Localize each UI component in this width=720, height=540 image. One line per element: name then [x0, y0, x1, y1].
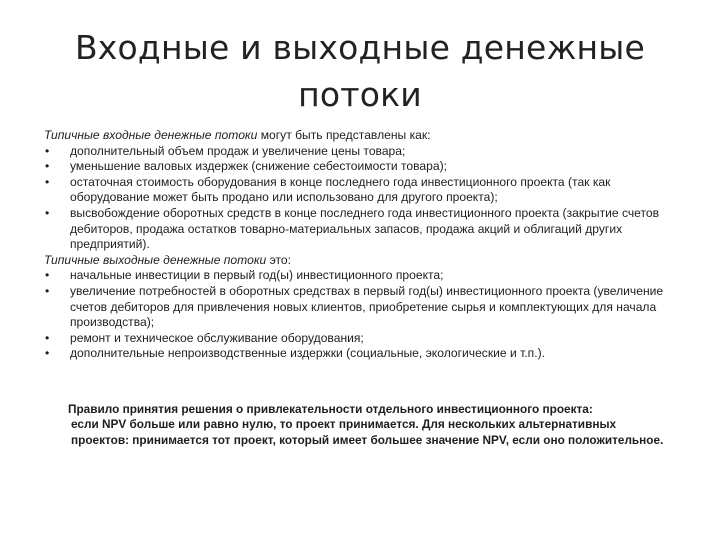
- slide-title: [40, 24, 680, 118]
- decision-rule-text: если NPV больше или равно нулю, то проект принимается. Для нескольких альтернативных проектов: принимается тот проект, который имеет большее значение NPV, если оно положительное.: [71, 417, 664, 447]
- bullet-icon: •: [45, 283, 50, 298]
- list-item: [44, 144, 684, 160]
- list-item-text: ремонт и техническое обслуживание оборудования;: [70, 330, 364, 345]
- outflows-heading-italic: Типичные выходные денежные потоки: [44, 252, 267, 267]
- list-item-text: высвобождение оборотных средств в конце последнего года инвестиционного проекта (закрытие счетов дебиторов, продажа остатков товарно-материальных запасов, продажа акций и облигаций других предприятий).: [70, 205, 660, 252]
- inflows-list: [44, 144, 684, 253]
- list-item-text: остаточная стоимость оборудования в конце последнего года инвестиционного проекта (так как оборудование может быть продано или использовано для другого проекта);: [70, 174, 611, 205]
- outflows-list: [44, 268, 684, 362]
- list-item: [44, 346, 684, 362]
- bullet-icon: •: [45, 268, 50, 283]
- list-item: [44, 331, 684, 347]
- bullet-icon: •: [45, 159, 50, 174]
- decision-rule: [68, 402, 668, 448]
- list-item: [44, 268, 684, 284]
- bullet-icon: •: [45, 205, 50, 220]
- bullet-icon: •: [45, 330, 50, 345]
- list-item-text: дополнительные непроизводственные издержки (социальные, экологические и т.п.).: [70, 346, 545, 361]
- list-item-text: уменьшение валовых издержек (снижение себестоимости товара);: [70, 159, 448, 174]
- slide-title-line-2: потоки: [298, 75, 422, 114]
- inflows-heading-rest: могут быть представлены как:: [257, 128, 431, 142]
- decision-rule-line-1: Правило принятия решения о привлекательности отдельного инвестиционного проекта:: [68, 402, 593, 416]
- bullet-icon: •: [45, 174, 50, 189]
- list-item: [44, 284, 684, 331]
- bullet-icon: •: [45, 143, 50, 158]
- list-item-text: дополнительный объем продаж и увеличение цены товара;: [70, 143, 406, 158]
- outflows-heading-rest: это:: [266, 252, 292, 267]
- slide-body: [44, 128, 684, 362]
- list-item: [44, 206, 684, 253]
- list-item-text: увеличение потребностей в оборотных средствах в первый год(ы) инвестиционного проекта (увеличение счетов дебиторов для привлечения новых клиентов, приобретение сырья и комплектующих для начала производства);: [70, 283, 664, 330]
- slide-title-line-1: Входные и выходные денежные: [74, 28, 646, 67]
- outflows-heading: [44, 253, 684, 269]
- bullet-icon: •: [45, 346, 50, 361]
- inflows-heading-italic: Типичные входные денежные потоки: [44, 128, 258, 142]
- inflows-heading: [44, 128, 684, 144]
- list-item: [44, 159, 684, 175]
- list-item: [44, 175, 684, 206]
- list-item-text: начальные инвестиции в первый год(ы) инвестиционного проекта;: [70, 268, 444, 283]
